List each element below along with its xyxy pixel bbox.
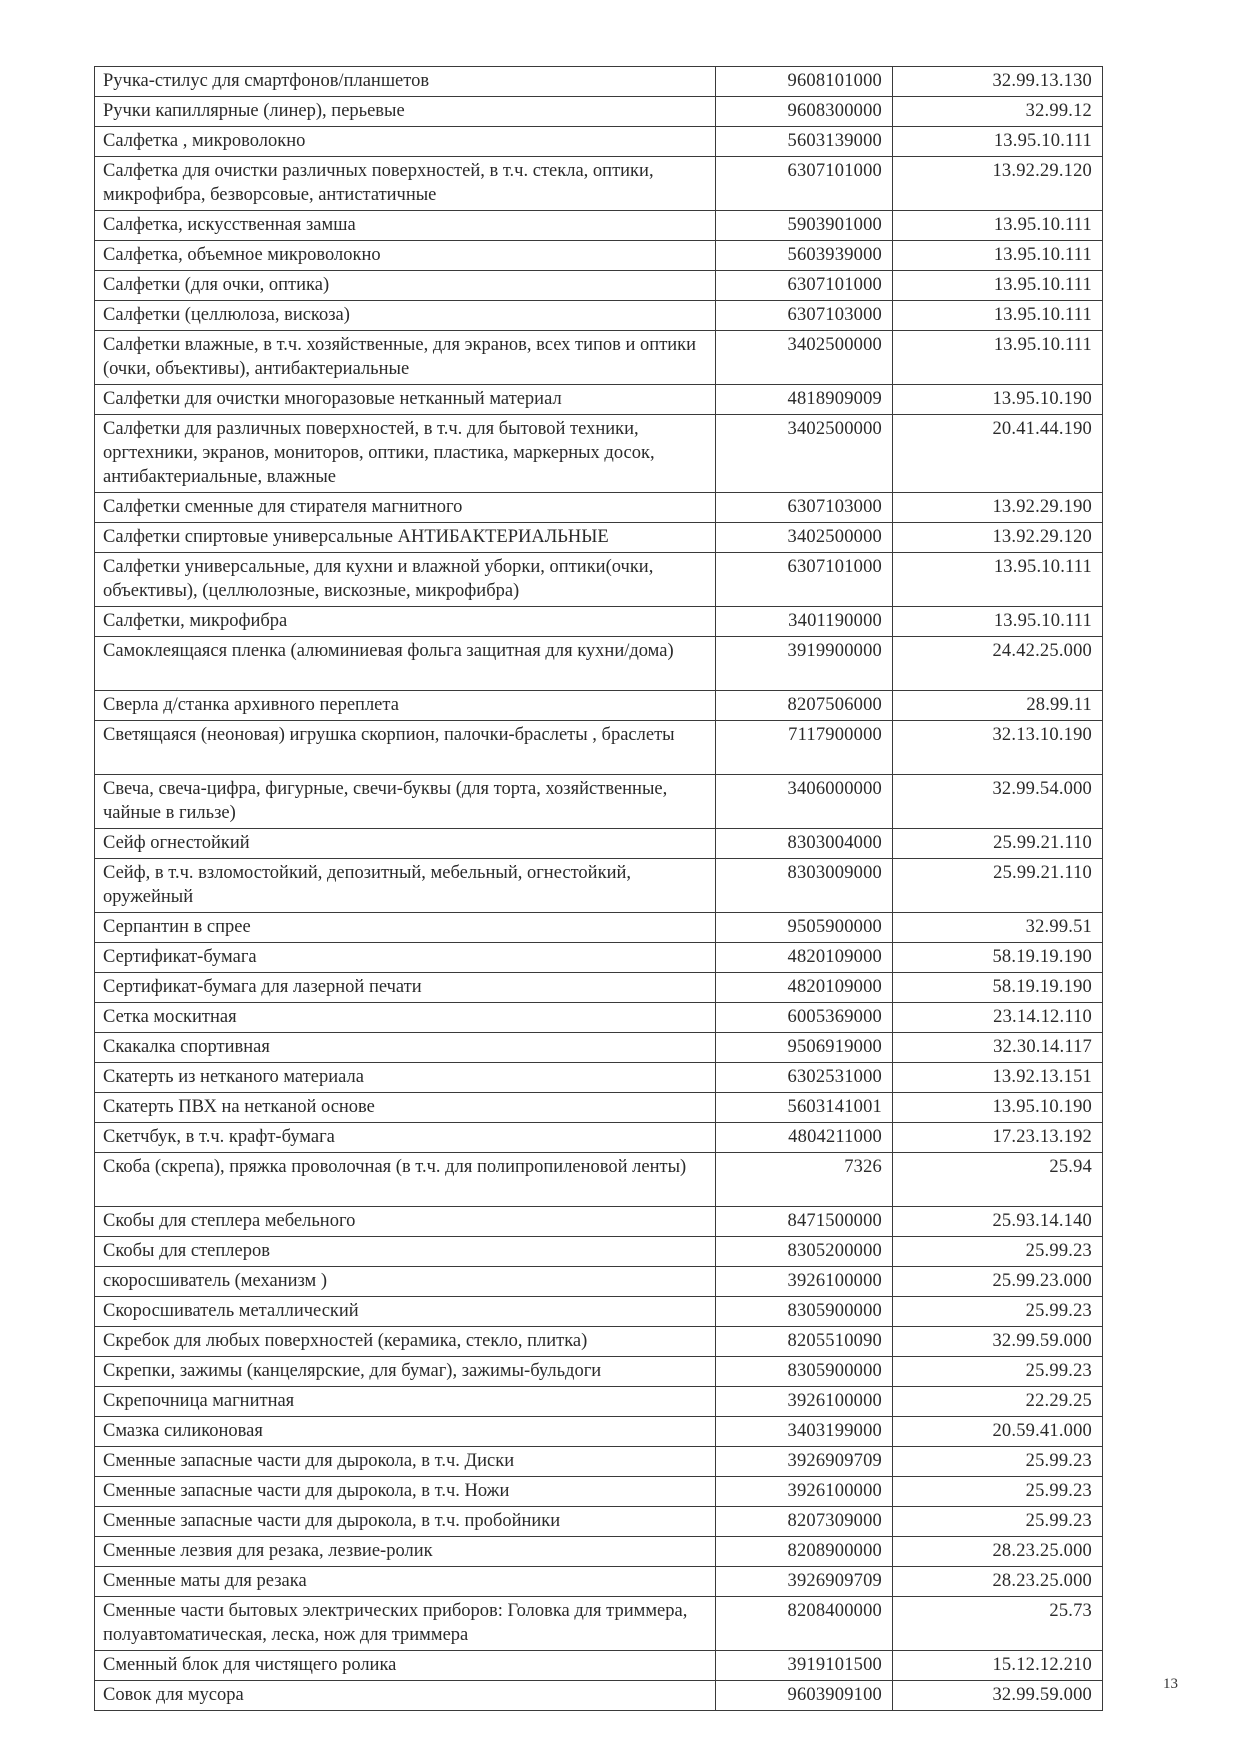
product-name-cell: Салфетки влажные, в т.ч. хозяйственные, для экранов, всех типов и оптики (очки, объективы), антибактериальные bbox=[95, 331, 716, 385]
table-row bbox=[95, 1477, 1103, 1507]
okpd2-code-cell: 28.23.25.000 bbox=[893, 1567, 1103, 1597]
tnved-code-cell: 6307101000 bbox=[716, 157, 893, 211]
table-row bbox=[95, 127, 1103, 157]
table-row bbox=[95, 331, 1103, 385]
tnved-code-cell: 3919101500 bbox=[716, 1651, 893, 1681]
product-name-cell: Сменные части бытовых электрических приборов: Головка для триммера, полуавтоматическая, леска, нож для триммера bbox=[95, 1597, 716, 1651]
okpd2-code-cell: 25.99.23 bbox=[893, 1507, 1103, 1537]
table-row bbox=[95, 241, 1103, 271]
product-name-cell: Скобы для степлеров bbox=[95, 1237, 716, 1267]
table-row bbox=[95, 1387, 1103, 1417]
table-row bbox=[95, 493, 1103, 523]
tnved-code-cell: 4818909009 bbox=[716, 385, 893, 415]
product-name-cell: Самоклеящаяся пленка (алюминиевая фольга защитная для кухни/дома) bbox=[95, 637, 716, 691]
table-row bbox=[95, 691, 1103, 721]
okpd2-code-cell: 32.13.10.190 bbox=[893, 721, 1103, 775]
tnved-code-cell: 3926909709 bbox=[716, 1447, 893, 1477]
tnved-code-cell: 8207506000 bbox=[716, 691, 893, 721]
tnved-code-cell: 9608300000 bbox=[716, 97, 893, 127]
tnved-code-cell: 4820109000 bbox=[716, 943, 893, 973]
product-name-cell: Сверла д/станка архивного переплета bbox=[95, 691, 716, 721]
okpd2-code-cell: 13.92.13.151 bbox=[893, 1063, 1103, 1093]
table-row bbox=[95, 721, 1103, 775]
okpd2-code-cell: 22.29.25 bbox=[893, 1387, 1103, 1417]
tnved-code-cell: 6302531000 bbox=[716, 1063, 893, 1093]
tnved-code-cell: 8305200000 bbox=[716, 1237, 893, 1267]
product-name-cell: скоросшиватель (механизм ) bbox=[95, 1267, 716, 1297]
product-name-cell: Скакалка спортивная bbox=[95, 1033, 716, 1063]
table-row bbox=[95, 1507, 1103, 1537]
tnved-code-cell: 9608101000 bbox=[716, 67, 893, 97]
product-name-cell: Серпантин в спрее bbox=[95, 913, 716, 943]
okpd2-code-cell: 13.95.10.111 bbox=[893, 331, 1103, 385]
tnved-code-cell: 3926100000 bbox=[716, 1477, 893, 1507]
table-row bbox=[95, 1123, 1103, 1153]
product-name-cell: Сменные маты для резака bbox=[95, 1567, 716, 1597]
product-name-cell: Скоросшиватель металлический bbox=[95, 1297, 716, 1327]
product-name-cell: Салфетки (целлюлоза, вискоза) bbox=[95, 301, 716, 331]
okpd2-code-cell: 13.92.29.190 bbox=[893, 493, 1103, 523]
okpd2-code-cell: 13.95.10.111 bbox=[893, 241, 1103, 271]
okpd2-code-cell: 32.30.14.117 bbox=[893, 1033, 1103, 1063]
product-name-cell: Скрепки, зажимы (канцелярские, для бумаг), зажимы-бульдоги bbox=[95, 1357, 716, 1387]
tnved-code-cell: 6307103000 bbox=[716, 493, 893, 523]
okpd2-code-cell: 25.99.23.000 bbox=[893, 1267, 1103, 1297]
tnved-code-cell: 8303009000 bbox=[716, 859, 893, 913]
product-name-cell: Сейф огнестойкий bbox=[95, 829, 716, 859]
product-name-cell: Салфетки, микрофибра bbox=[95, 607, 716, 637]
tnved-code-cell: 8305900000 bbox=[716, 1357, 893, 1387]
product-name-cell: Салфетки спиртовые универсальные АНТИБАКТЕРИАЛЬНЫЕ bbox=[95, 523, 716, 553]
okpd2-code-cell: 25.99.23 bbox=[893, 1357, 1103, 1387]
tnved-code-cell: 6307101000 bbox=[716, 553, 893, 607]
table-row bbox=[95, 607, 1103, 637]
product-name-cell: Скоба (скрепа), пряжка проволочная (в т.ч. для полипропиленовой ленты) bbox=[95, 1153, 716, 1207]
okpd2-code-cell: 28.23.25.000 bbox=[893, 1537, 1103, 1567]
table-row bbox=[95, 97, 1103, 127]
okpd2-code-cell: 32.99.12 bbox=[893, 97, 1103, 127]
table-row bbox=[95, 637, 1103, 691]
product-name-cell: Салфетка, объемное микроволокно bbox=[95, 241, 716, 271]
table-row bbox=[95, 1681, 1103, 1711]
okpd2-code-cell: 32.99.54.000 bbox=[893, 775, 1103, 829]
table-row bbox=[95, 271, 1103, 301]
tnved-code-cell: 6307103000 bbox=[716, 301, 893, 331]
product-name-cell: Салфетки сменные для стирателя магнитного bbox=[95, 493, 716, 523]
okpd2-code-cell: 25.94 bbox=[893, 1153, 1103, 1207]
okpd2-code-cell: 25.73 bbox=[893, 1597, 1103, 1651]
product-name-cell: Салфетка , микроволокно bbox=[95, 127, 716, 157]
okpd2-code-cell: 13.95.10.111 bbox=[893, 301, 1103, 331]
page-number: 13 bbox=[1163, 1676, 1178, 1692]
product-name-cell: Смазка силиконовая bbox=[95, 1417, 716, 1447]
product-name-cell: Салфетки для очистки многоразовые нетканный материал bbox=[95, 385, 716, 415]
table-row bbox=[95, 1033, 1103, 1063]
okpd2-code-cell: 25.93.14.140 bbox=[893, 1207, 1103, 1237]
okpd2-code-cell: 25.99.23 bbox=[893, 1237, 1103, 1267]
tnved-code-cell: 9603909100 bbox=[716, 1681, 893, 1711]
table-row bbox=[95, 67, 1103, 97]
tnved-code-cell: 3926100000 bbox=[716, 1267, 893, 1297]
okpd2-code-cell: 13.95.10.190 bbox=[893, 385, 1103, 415]
product-name-cell: Сейф, в т.ч. взломостойкий, депозитный, мебельный, огнестойкий, оружейный bbox=[95, 859, 716, 913]
table-row bbox=[95, 157, 1103, 211]
table-row bbox=[95, 1651, 1103, 1681]
okpd2-code-cell: 25.99.23 bbox=[893, 1447, 1103, 1477]
tnved-code-cell: 3403199000 bbox=[716, 1417, 893, 1447]
table-row bbox=[95, 1447, 1103, 1477]
okpd2-code-cell: 32.99.13.130 bbox=[893, 67, 1103, 97]
table-row bbox=[95, 1093, 1103, 1123]
table-row bbox=[95, 1297, 1103, 1327]
product-name-cell: Скетчбук, в т.ч. крафт-бумага bbox=[95, 1123, 716, 1153]
product-name-cell: Ручка-стилус для смартфонов/планшетов bbox=[95, 67, 716, 97]
tnved-code-cell: 4804211000 bbox=[716, 1123, 893, 1153]
okpd2-code-cell: 13.95.10.190 bbox=[893, 1093, 1103, 1123]
product-name-cell: Салфетка, искусственная замша bbox=[95, 211, 716, 241]
okpd2-code-cell: 13.95.10.111 bbox=[893, 271, 1103, 301]
table-row bbox=[95, 1537, 1103, 1567]
product-name-cell: Сменные запасные части для дырокола, в т.ч. пробойники bbox=[95, 1507, 716, 1537]
table-row bbox=[95, 1237, 1103, 1267]
product-name-cell: Сменный блок для чистящего ролика bbox=[95, 1651, 716, 1681]
table-row bbox=[95, 1063, 1103, 1093]
okpd2-code-cell: 24.42.25.000 bbox=[893, 637, 1103, 691]
product-name-cell: Сертификат-бумага для лазерной печати bbox=[95, 973, 716, 1003]
okpd2-code-cell: 32.99.59.000 bbox=[893, 1681, 1103, 1711]
tnved-code-cell: 9506919000 bbox=[716, 1033, 893, 1063]
tnved-code-cell: 8305900000 bbox=[716, 1297, 893, 1327]
okpd2-code-cell: 15.12.12.210 bbox=[893, 1651, 1103, 1681]
product-name-cell: Сменные лезвия для резака, лезвие-ролик bbox=[95, 1537, 716, 1567]
okpd2-code-cell: 13.95.10.111 bbox=[893, 607, 1103, 637]
product-codes-table bbox=[94, 66, 1103, 1711]
table-row bbox=[95, 1003, 1103, 1033]
table-row bbox=[95, 1207, 1103, 1237]
tnved-code-cell: 8471500000 bbox=[716, 1207, 893, 1237]
okpd2-code-cell: 20.59.41.000 bbox=[893, 1417, 1103, 1447]
tnved-code-cell: 9505900000 bbox=[716, 913, 893, 943]
table-row bbox=[95, 973, 1103, 1003]
tnved-code-cell: 8207309000 bbox=[716, 1507, 893, 1537]
okpd2-code-cell: 25.99.21.110 bbox=[893, 829, 1103, 859]
tnved-code-cell: 5603141001 bbox=[716, 1093, 893, 1123]
tnved-code-cell: 3402500000 bbox=[716, 523, 893, 553]
tnved-code-cell: 8208900000 bbox=[716, 1537, 893, 1567]
product-name-cell: Салфетка для очистки различных поверхностей, в т.ч. стекла, оптики, микрофибра, безворсовые, антистатичные bbox=[95, 157, 716, 211]
tnved-code-cell: 3919900000 bbox=[716, 637, 893, 691]
product-name-cell: Ручки капиллярные (линер), перьевые bbox=[95, 97, 716, 127]
table-row bbox=[95, 1327, 1103, 1357]
tnved-code-cell: 8303004000 bbox=[716, 829, 893, 859]
tnved-code-cell: 8208400000 bbox=[716, 1597, 893, 1651]
product-name-cell: Скатерть ПВХ на нетканой основе bbox=[95, 1093, 716, 1123]
tnved-code-cell: 3401190000 bbox=[716, 607, 893, 637]
table-row bbox=[95, 1417, 1103, 1447]
tnved-code-cell: 3926100000 bbox=[716, 1387, 893, 1417]
table-row bbox=[95, 523, 1103, 553]
table-row bbox=[95, 553, 1103, 607]
table-row bbox=[95, 211, 1103, 241]
product-name-cell: Сертификат-бумага bbox=[95, 943, 716, 973]
product-name-cell: Светящаяся (неоновая) игрушка скорпион, палочки-браслеты , браслеты bbox=[95, 721, 716, 775]
okpd2-code-cell: 23.14.12.110 bbox=[893, 1003, 1103, 1033]
tnved-code-cell: 3926909709 bbox=[716, 1567, 893, 1597]
table-row bbox=[95, 1567, 1103, 1597]
tnved-code-cell: 6005369000 bbox=[716, 1003, 893, 1033]
okpd2-code-cell: 17.23.13.192 bbox=[893, 1123, 1103, 1153]
tnved-code-cell: 5603139000 bbox=[716, 127, 893, 157]
okpd2-code-cell: 13.92.29.120 bbox=[893, 523, 1103, 553]
tnved-code-cell: 4820109000 bbox=[716, 973, 893, 1003]
product-name-cell: Скобы для степлера мебельного bbox=[95, 1207, 716, 1237]
table-row bbox=[95, 1267, 1103, 1297]
okpd2-code-cell: 20.41.44.190 bbox=[893, 415, 1103, 493]
tnved-code-cell: 3402500000 bbox=[716, 331, 893, 385]
okpd2-code-cell: 13.95.10.111 bbox=[893, 127, 1103, 157]
tnved-code-cell: 3406000000 bbox=[716, 775, 893, 829]
table-row bbox=[95, 1357, 1103, 1387]
product-name-cell: Свеча, свеча-цифра, фигурные, свечи-буквы (для торта, хозяйственные, чайные в гильзе) bbox=[95, 775, 716, 829]
table-row bbox=[95, 943, 1103, 973]
table-body bbox=[95, 67, 1103, 1711]
product-name-cell: Скатерть из нетканого материала bbox=[95, 1063, 716, 1093]
okpd2-code-cell: 13.95.10.111 bbox=[893, 553, 1103, 607]
tnved-code-cell: 8205510090 bbox=[716, 1327, 893, 1357]
tnved-code-cell: 5603939000 bbox=[716, 241, 893, 271]
product-name-cell: Скребок для любых поверхностей (керамика, стекло, плитка) bbox=[95, 1327, 716, 1357]
tnved-code-cell: 7326 bbox=[716, 1153, 893, 1207]
product-name-cell: Совок для мусора bbox=[95, 1681, 716, 1711]
table-row bbox=[95, 829, 1103, 859]
tnved-code-cell: 6307101000 bbox=[716, 271, 893, 301]
product-name-cell: Сетка москитная bbox=[95, 1003, 716, 1033]
table-row bbox=[95, 1153, 1103, 1207]
okpd2-code-cell: 25.99.21.110 bbox=[893, 859, 1103, 913]
okpd2-code-cell: 25.99.23 bbox=[893, 1297, 1103, 1327]
product-name-cell: Салфетки для различных поверхностей, в т.ч. для бытовой техники, оргтехники, экранов, мониторов, оптики, пластика, маркерных досок, антибактериальные, влажные bbox=[95, 415, 716, 493]
table-row bbox=[95, 859, 1103, 913]
okpd2-code-cell: 58.19.19.190 bbox=[893, 943, 1103, 973]
product-name-cell: Скрепочница магнитная bbox=[95, 1387, 716, 1417]
okpd2-code-cell: 25.99.23 bbox=[893, 1477, 1103, 1507]
table-row bbox=[95, 913, 1103, 943]
okpd2-code-cell: 28.99.11 bbox=[893, 691, 1103, 721]
okpd2-code-cell: 13.92.29.120 bbox=[893, 157, 1103, 211]
table-row bbox=[95, 1597, 1103, 1651]
table-row bbox=[95, 415, 1103, 493]
product-name-cell: Сменные запасные части для дырокола, в т.ч. Ножи bbox=[95, 1477, 716, 1507]
okpd2-code-cell: 58.19.19.190 bbox=[893, 973, 1103, 1003]
okpd2-code-cell: 13.95.10.111 bbox=[893, 211, 1103, 241]
product-name-cell: Сменные запасные части для дырокола, в т.ч. Диски bbox=[95, 1447, 716, 1477]
okpd2-code-cell: 32.99.59.000 bbox=[893, 1327, 1103, 1357]
table-row bbox=[95, 775, 1103, 829]
tnved-code-cell: 7117900000 bbox=[716, 721, 893, 775]
product-name-cell: Салфетки (для очки, оптика) bbox=[95, 271, 716, 301]
product-name-cell: Салфетки универсальные, для кухни и влажной уборки, оптики(очки, объективы), (целлюлозные, вискозные, микрофибра) bbox=[95, 553, 716, 607]
tnved-code-cell: 5903901000 bbox=[716, 211, 893, 241]
tnved-code-cell: 3402500000 bbox=[716, 415, 893, 493]
table-row bbox=[95, 385, 1103, 415]
table-row bbox=[95, 301, 1103, 331]
okpd2-code-cell: 32.99.51 bbox=[893, 913, 1103, 943]
